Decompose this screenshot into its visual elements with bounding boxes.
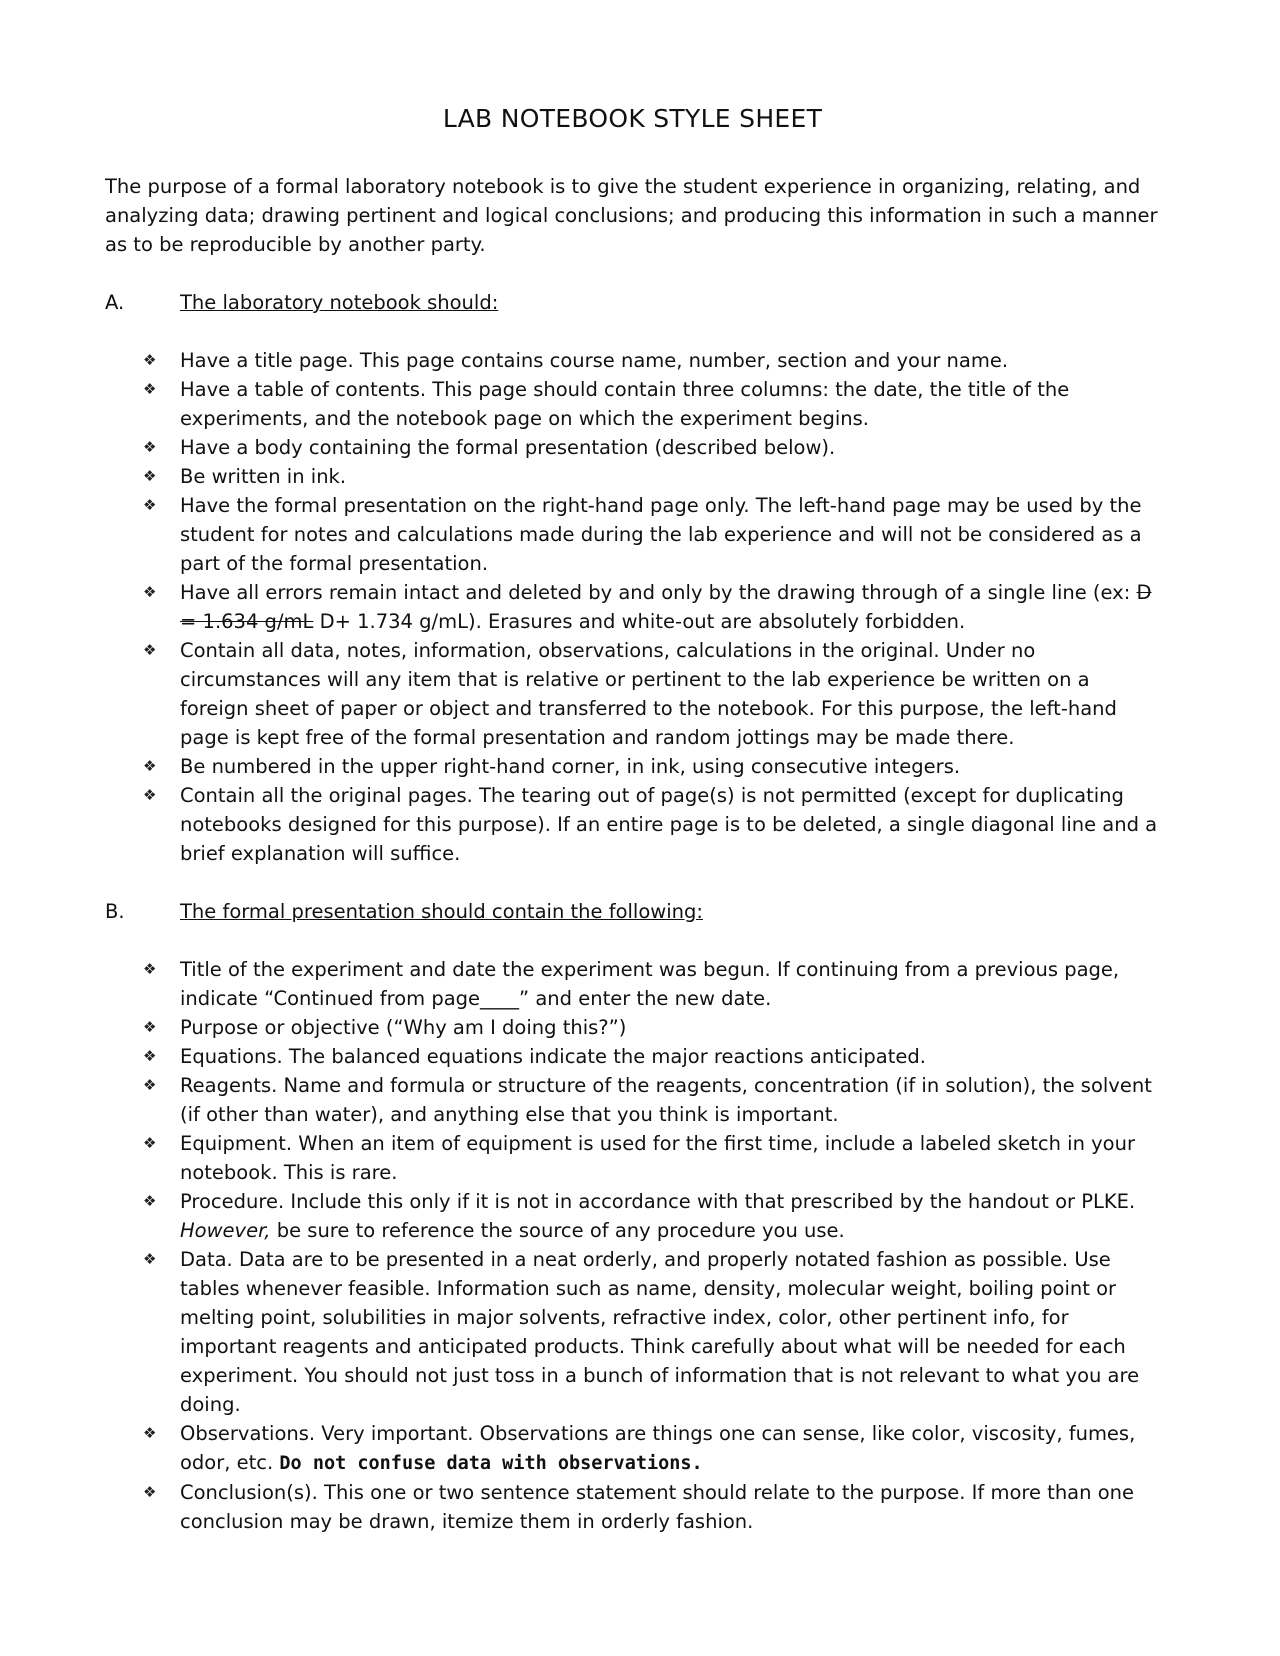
section-a-heading-text: The laboratory notebook should:	[180, 291, 499, 314]
list-item-text: Data. Data are to be presented in a neat orderly, and properly notated fashion as possible. Use tables whenever feasible. Information such as name, density, molecular weight, boiling point or melting point, solubilities in major solvents, refractive index, color, other pertinent info, for important reagents and anticipated products. Think carefully about what will be needed for each experiment. You should not just toss in a bunch of information that is not relevant to what you are doing.	[180, 1248, 1140, 1416]
list-item	[105, 462, 1160, 491]
list-item-text: Have a title page. This page contains course name, number, section and your name.	[180, 349, 1009, 372]
diamond-bullet-icon: ❖	[143, 583, 157, 601]
section-b-list	[105, 955, 1160, 1536]
diamond-bullet-icon: ❖	[143, 496, 157, 514]
list-item-text: Contain all the original pages. The tearing out of page(s) is not permitted (except for duplicating notebooks designed for this purpose). If an entire page is to be deleted, a single diagonal line and a brief explanation will suffice.	[180, 784, 1158, 865]
diamond-bullet-icon: ❖	[143, 641, 157, 659]
list-item-text: Have the formal presentation on the right-hand page only. The left-hand page may be used by the student for notes and calculations made during the lab experience and will not be considered as a part of the formal presentation.	[180, 494, 1142, 575]
list-item	[105, 433, 1160, 462]
diamond-bullet-icon: ❖	[143, 1424, 157, 1442]
list-item-text: Have a body containing the formal presentation (described below).	[180, 436, 836, 459]
list-item-text: Procedure. Include this only if it is not in accordance with that prescribed by the handout or PLKE.	[180, 1190, 1136, 1213]
list-item-text: Observations. Very important. Observations are things one can sense, like color, viscosity, fumes, odor, etc.	[180, 1422, 1136, 1474]
list-item	[105, 375, 1160, 433]
diamond-bullet-icon: ❖	[143, 1076, 157, 1094]
diamond-bullet-icon: ❖	[143, 351, 157, 369]
diamond-bullet-icon: ❖	[143, 960, 157, 978]
list-item	[105, 491, 1160, 578]
section-a-letter: A.	[105, 291, 125, 314]
list-item-text: D+ 1.734 g/mL). Erasures and white-out are absolutely forbidden.	[313, 610, 966, 633]
list-item	[105, 636, 1160, 752]
italic-text: However,	[180, 1219, 271, 1242]
section-b-letter: B.	[105, 900, 125, 923]
list-item-text: Have a table of contents. This page should contain three columns: the date, the title of the experiments, and the notebook page on which the experiment begins.	[180, 378, 1070, 430]
diamond-bullet-icon: ❖	[143, 1250, 157, 1268]
diamond-bullet-icon: ❖	[143, 438, 157, 456]
list-item-text: Title of the experiment and date the experiment was begun. If continuing from a previous page, indicate “Continued from page____” and enter the new date.	[180, 958, 1120, 1010]
section-a-list	[105, 346, 1160, 868]
bold-emphasis-text: Do not confuse data with observations.	[279, 1453, 703, 1474]
list-item-text: Equipment. When an item of equipment is used for the first time, include a labeled sketch in your notebook. This is rare.	[180, 1132, 1135, 1184]
list-item	[105, 578, 1160, 636]
list-item-text: Conclusion(s). This one or two sentence statement should relate to the purpose. If more than one conclusion may be drawn, itemize them in orderly fashion.	[180, 1481, 1134, 1533]
list-item-text: Be numbered in the upper right-hand corner, in ink, using consecutive integers.	[180, 755, 961, 778]
list-item-text: Reagents. Name and formula or structure of the reagents, concentration (if in solution), the solvent (if other than water), and anything else that you think is important.	[180, 1074, 1152, 1126]
diamond-bullet-icon: ❖	[143, 467, 157, 485]
diamond-bullet-icon: ❖	[143, 1483, 157, 1501]
diamond-bullet-icon: ❖	[143, 1134, 157, 1152]
list-item	[105, 346, 1160, 375]
list-item	[105, 1419, 1160, 1478]
list-item-text: Have all errors remain intact and deleted by and only by the drawing through of a single line (ex:	[180, 581, 1137, 604]
list-item	[105, 1013, 1160, 1042]
list-item	[105, 1245, 1160, 1419]
diamond-bullet-icon: ❖	[143, 1047, 157, 1065]
diamond-bullet-icon: ❖	[143, 1018, 157, 1036]
diamond-bullet-icon: ❖	[143, 380, 157, 398]
list-item	[105, 1187, 1160, 1245]
list-item	[105, 1071, 1160, 1129]
list-item-text: Equations. The balanced equations indicate the major reactions anticipated.	[180, 1045, 926, 1068]
struck-example-text: D = 1.634 g/mL	[180, 581, 1152, 633]
list-item	[105, 1478, 1160, 1536]
intro-paragraph: The purpose of a formal laboratory notebook is to give the student experience in organizing, relating, and analyzing data; drawing pertinent and logical conclusions; and producing this information in such a manner as to be reproducible by another party.	[105, 175, 1158, 256]
section-b-heading	[105, 897, 1160, 926]
list-item-text: Contain all data, notes, information, observations, calculations in the original. Under no circumstances will any item that is relative or pertinent to the lab experience be written on a foreign sheet of paper or object and transferred to the notebook. For this purpose, the left-hand page is kept free of the formal presentation and random jottings may be made there.	[180, 639, 1117, 749]
list-item-text: be sure to reference the source of any procedure you use.	[270, 1219, 845, 1242]
list-item	[105, 1042, 1160, 1071]
list-item	[105, 955, 1160, 1013]
list-item-text: Be written in ink.	[180, 465, 347, 488]
list-item	[105, 781, 1160, 868]
section-a-heading	[105, 288, 1160, 317]
list-item-text: Purpose or objective (“Why am I doing this?”)	[180, 1016, 627, 1039]
section-b-heading-text: The formal presentation should contain the following:	[180, 900, 703, 923]
list-item	[105, 752, 1160, 781]
diamond-bullet-icon: ❖	[143, 757, 157, 775]
diamond-bullet-icon: ❖	[143, 1192, 157, 1210]
diamond-bullet-icon: ❖	[143, 786, 157, 804]
page-title: LAB NOTEBOOK STYLE SHEET	[442, 104, 823, 133]
list-item	[105, 1129, 1160, 1187]
